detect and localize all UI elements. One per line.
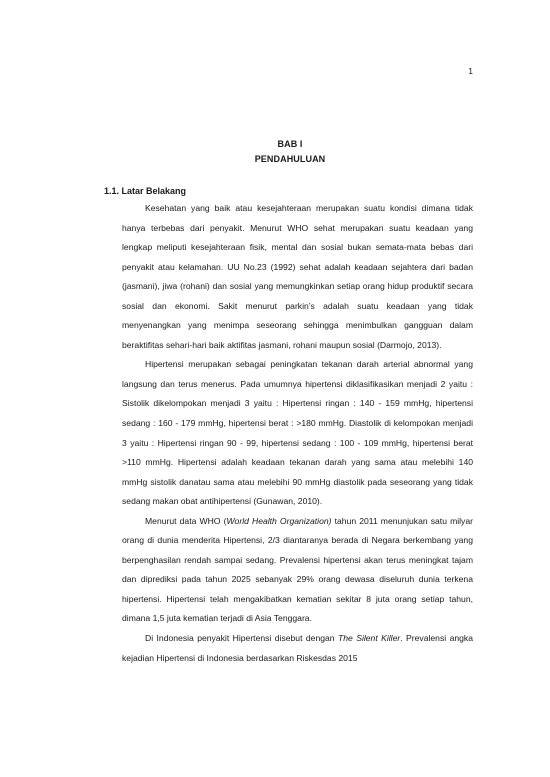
paragraph-indonesia (122, 629, 473, 668)
paragraph-indonesia-italic: The Silent Killer (337, 633, 401, 644)
page-number: 1 (468, 66, 473, 76)
section-heading: 1.1. Latar Belakang (104, 186, 187, 196)
paragraph-hipertensi: Hipertensi merupakan sebagai peningkatan tekanan darah arterial abnormal yang langsung dan terus menerus. Pada umumnya hipertensi diklasifikasikan menjadi 2 yaitu : Sistolik dikelompokan menjadi 3 yaitu : Hipertensi ringan : 140 - 159 mmHg, hipertensi sedang : 160 - 179 mmHg, hipertensi berat : >180 mmHg. Diastolik di kelompokan menjadi 3 yaitu : Hipertensi ringan 90 - 99, hipertensi sedang : 100 - 109 mmHg, hipertensi berat >110 mmHg. Hipertensi adalah keadaan tekanan darah yang sama atau melebihi 140 mmHg sistolik danatau sama atau melebihi 90 mmHg diastolik pada seseorang yang tidak sedang makan obat antihipertensi (Gunawan, 2010). (122, 359, 473, 507)
paragraph-who-post: tahun 2011 menunjukan satu milyar orang di dunia menderita Hipertensi, 2/3 diantaranya berada di Negara berkembang yang berpenghasilan rendah sampai sedang. Prevalensi hipertensi akan terus meningkat tajam dan diprediksi pada tahun 2025 sebanyak 29% orang dewasa diseluruh dunia terkena hipertensi. Hipertensi telah mengakibatkan kematian sekitar 8 juta orang setiap tahun, dimana 1,5 juta kematian terjadi di Asia Tenggara. (122, 515, 473, 624)
paragraph-indonesia-post: . Prevalensi angka kejadian Hipertensi di Indonesia berdasarkan Riskesdas 2015 (122, 633, 473, 663)
paragraph-kesehatan: Kesehatan yang baik atau kesejahteraan merupakan suatu kondisi dimana tidak hanya terbebas dari penyakit. Menurut WHO sehat merupakan suatu keadaan yang lengkap meliputi kesejahteraan fisik, mental dan sosial bukan semata-mata bebas dari penyakit atau kelamahan. UU No.23 (1992) sehat adalah keadaan sejahtera dari badan (jasmani), jiwa (rohani) dan sosial yang memungkinkan setiap orang hidup produktif secara sosial dan ekonomi. Sakit menurut parkin’s adalah suatu keadaan yang tidak menyenangkan yang menimpa seseorang sehingga menimbulkan gangguan dalam beraktifitas sehari-hari baik aktifitas jasmani, rohani maupun sosial (Darmojo, 2013). (122, 203, 473, 350)
body-text (122, 199, 473, 668)
paragraph-who-italic: World Health Organization) (226, 515, 332, 526)
chapter-label: BAB I (277, 139, 303, 149)
chapter-title: PENDAHULUAN (254, 154, 326, 164)
paragraph-who (122, 512, 473, 629)
paragraph-indonesia-pre: Di Indonesia penyakit Hipertensi disebut dengan (145, 633, 338, 644)
paragraph-who-pre: Menurut data WHO ( (145, 515, 227, 526)
